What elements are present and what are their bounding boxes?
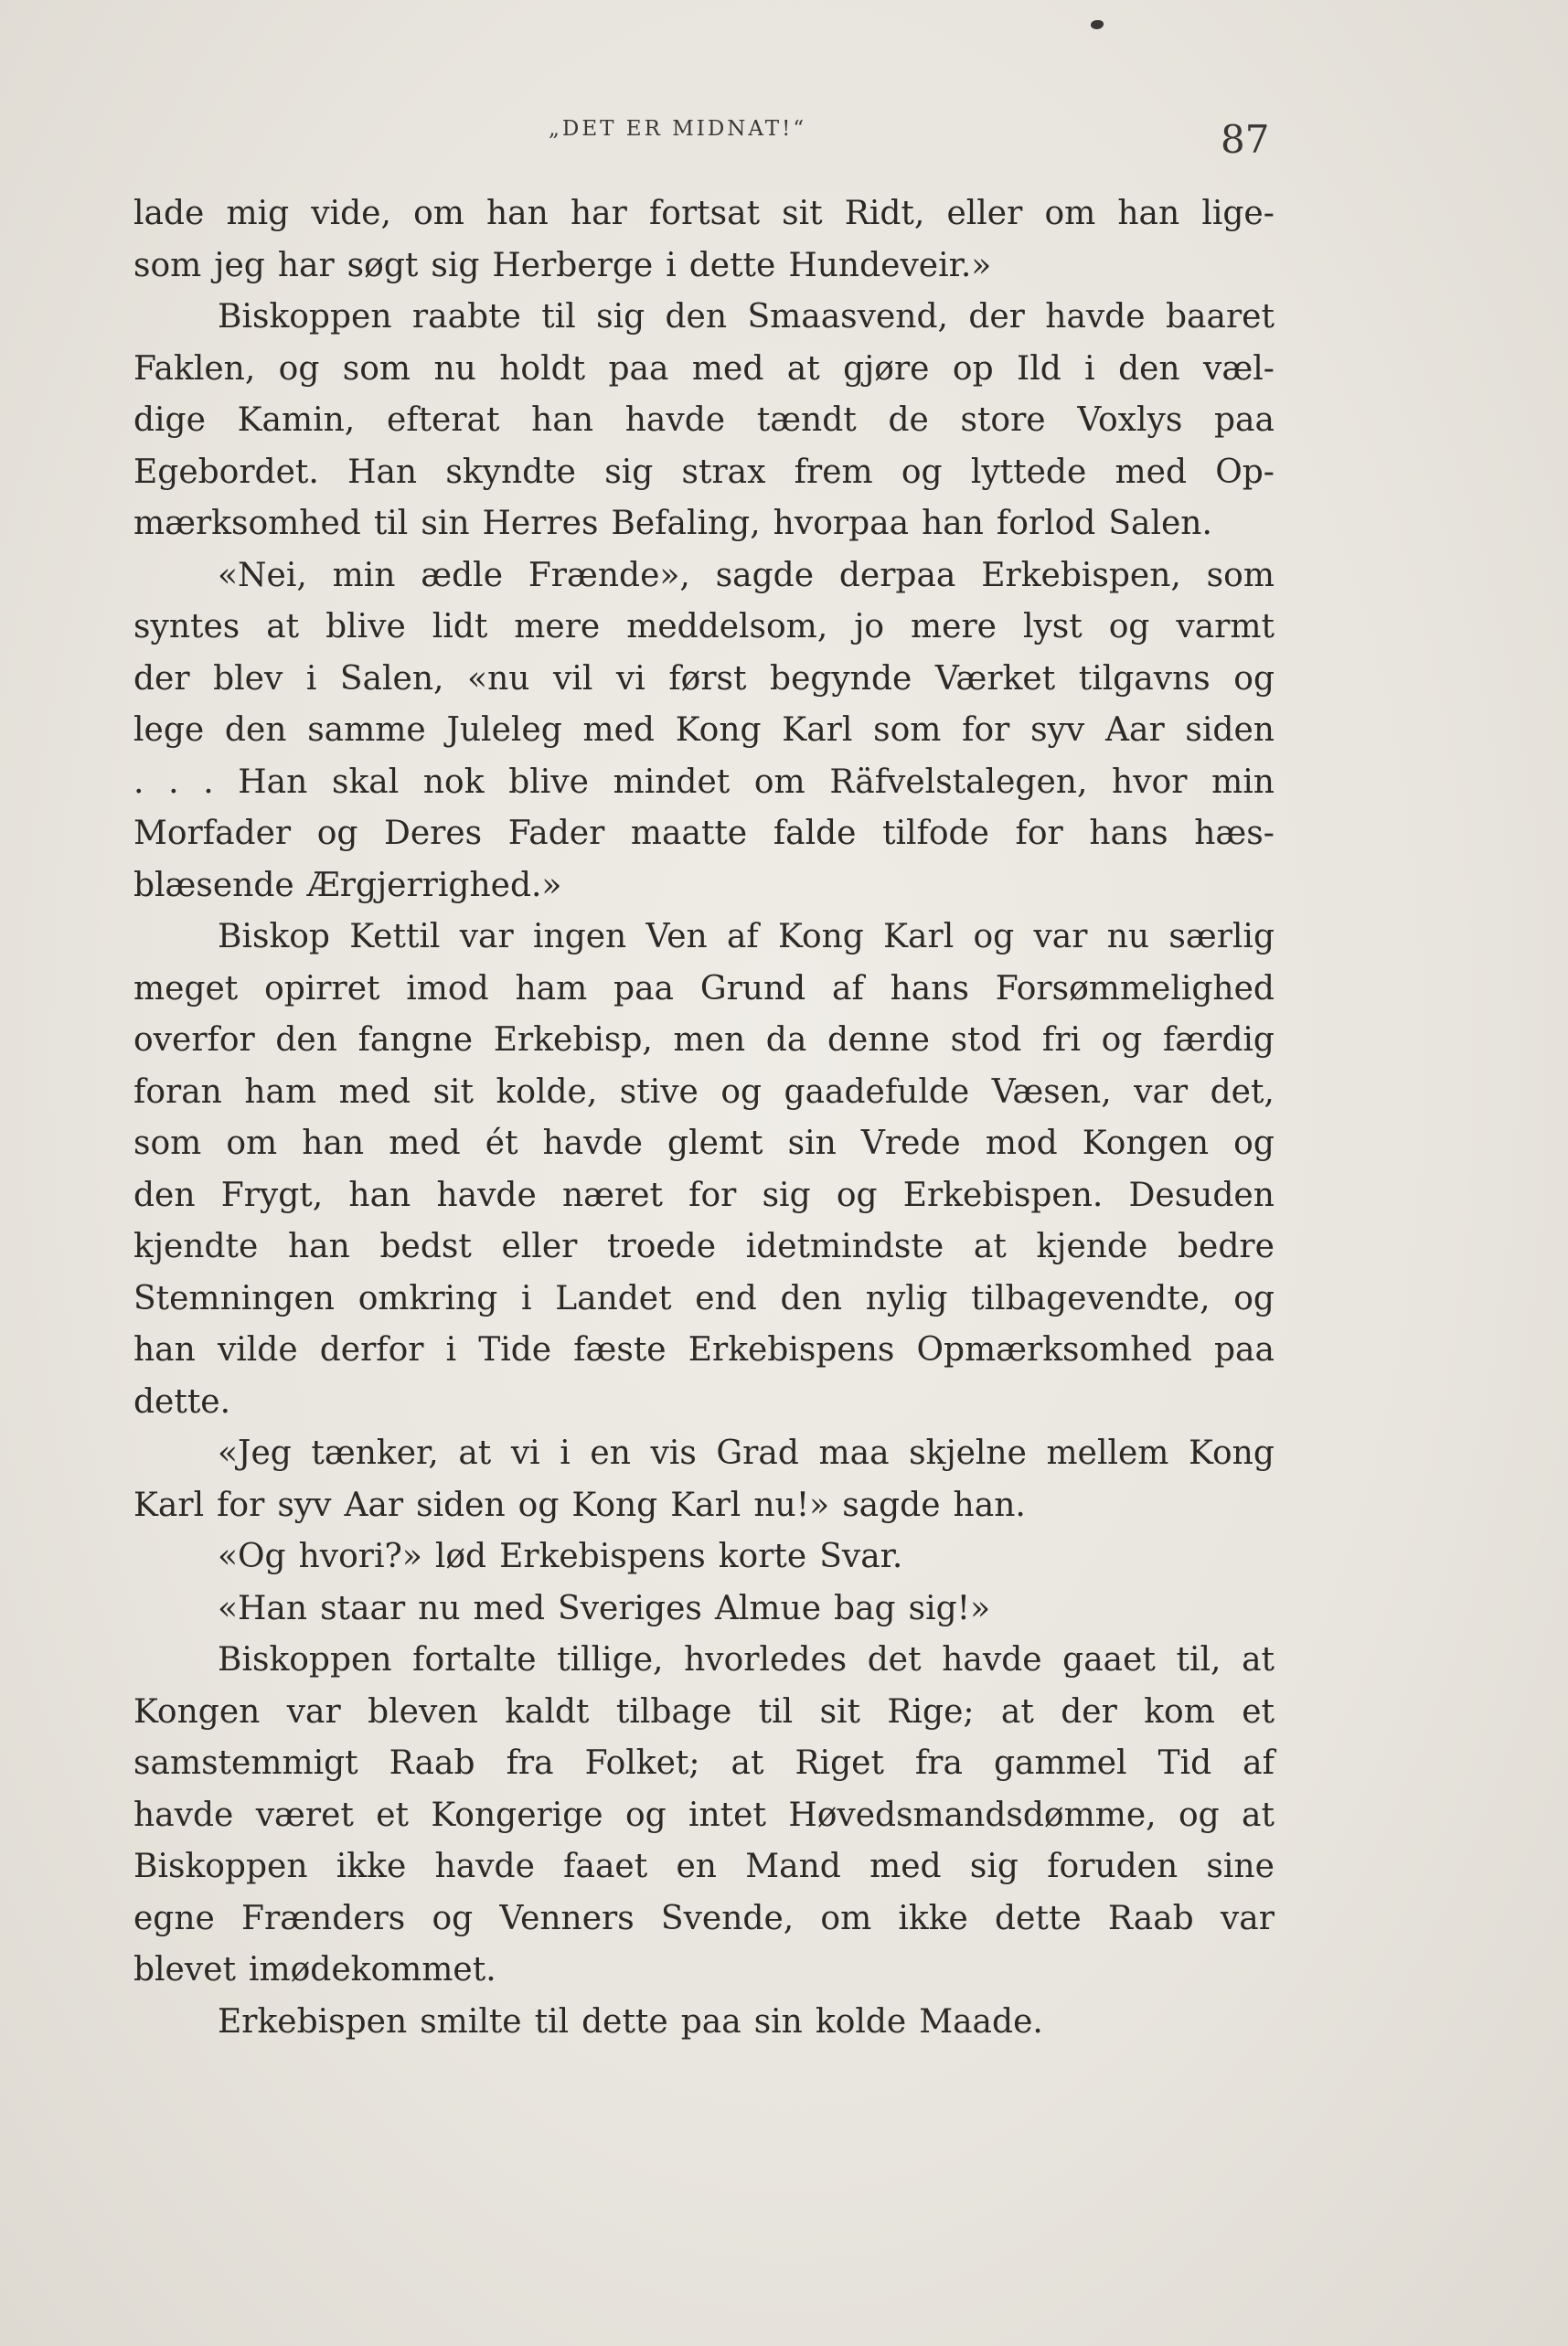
text-line: Biskoppen raabte til sig den Smaasvend, der havde baaret <box>218 298 1275 336</box>
text-line: den Frygt, han havde næret for sig og Erkebispen. Desuden <box>133 1176 1275 1214</box>
text-line: syntes at blive lidt mere meddelsom, jo mere lyst og varmt <box>133 608 1275 645</box>
text-line: havde været et Kongerige og intet Høvedsmandsdømme, og at <box>133 1796 1275 1834</box>
text-line: lege den samme Juleleg med Kong Karl som for syv Aar siden <box>133 711 1275 749</box>
paragraph <box>133 550 1275 912</box>
paragraph <box>133 1531 1275 1584</box>
paragraph <box>133 1428 1275 1531</box>
text-line: der blev i Salen, «nu vil vi først begynde Værket tilgavns og <box>133 659 1275 698</box>
ink-speck <box>1091 20 1104 29</box>
paragraph <box>133 1584 1275 1636</box>
text-line: Biskop Kettil var ingen Ven af Kong Karl og var nu særlig <box>218 918 1275 955</box>
text-line: blevet imødekommet. <box>133 1951 496 1989</box>
running-head: „DET ER MIDNAT!“ <box>549 117 807 141</box>
text-line: Morfader og Deres Fader maatte falde tilfode for hans hæs- <box>133 815 1275 852</box>
text-line: som jeg har søgt sig Herberge i dette Hundeveir.» <box>133 246 992 284</box>
text-line: som om han med ét havde glemt sin Vrede mod Kongen og <box>133 1125 1275 1162</box>
text-line: dige Kamin, efterat han havde tændt de store Voxlys paa <box>133 401 1275 439</box>
paragraph <box>133 1635 1275 1997</box>
paragraph <box>133 188 1275 292</box>
text-line: dette. <box>133 1382 231 1421</box>
text-line: Erkebispen smilte til dette paa sin kolde Maade. <box>218 2002 1043 2041</box>
text-line: «Nei, min ædle Frænde», sagde derpaa Erkebispen, som <box>218 556 1275 594</box>
text-line: samstemmigt Raab fra Folket; at Riget fra gammel Tid af <box>133 1744 1275 1782</box>
page-number: 87 <box>1221 117 1270 162</box>
text-line: Egebordet. Han skyndte sig strax frem og lyttede med Op- <box>133 453 1275 491</box>
text-line: overfor den fangne Erkebisp, men da denne stod fri og færdig <box>133 1021 1275 1059</box>
text-line: «Han staar nu med Sveriges Almue bag sig!» <box>218 1589 991 1627</box>
text-line: han vilde derfor i Tide fæste Erkebispens Opmærksomhed paa <box>133 1331 1275 1369</box>
text-line: lade mig vide, om han har fortsat sit Ridt, eller om han lige- <box>133 195 1275 232</box>
text-line: foran ham med sit kolde, stive og gaadefulde Væsen, var det, <box>133 1072 1275 1111</box>
text-line: Biskoppen ikke havde faaet en Mand med sig foruden sine <box>133 1848 1275 1885</box>
paragraph <box>133 912 1275 1428</box>
text-line: mærksomhed til sin Herres Befaling, hvorpaa han forlod Salen. <box>133 505 1212 542</box>
text-line: Stemningen omkring i Landet end den nylig tilbagevendte, og <box>133 1279 1275 1317</box>
text-line: Biskoppen fortalte tillige, hvorledes det havde gaaet til, at <box>218 1641 1275 1679</box>
text-line: Kongen var bleven kaldt tilbage til sit Rige; at der kom et <box>133 1692 1275 1731</box>
paragraph <box>133 292 1275 550</box>
body-text <box>133 188 1275 2048</box>
text-line: «Jeg tænker, at vi i en vis Grad maa skjelne mellem Kong <box>218 1434 1275 1472</box>
text-line: egne Frænders og Venners Svende, om ikke dette Raab var <box>133 1899 1275 1937</box>
text-line: meget opirret imod ham paa Grund af hans Forsømmelighed <box>133 969 1275 1008</box>
paragraph <box>133 1997 1275 2049</box>
text-line: «Og hvori?» lød Erkebispens korte Svar. <box>218 1538 903 1575</box>
text-line: blæsende Ærgjerrighed.» <box>133 866 562 904</box>
text-line: Faklen, og som nu holdt paa med at gjøre op Ild i den væl- <box>133 349 1275 388</box>
text-line: . . . Han skal nok blive mindet om Räfvelstalegen, hvor min <box>133 762 1275 801</box>
text-line: kjendte han bedst eller troede idetmindste at kjende bedre <box>133 1228 1275 1265</box>
text-line: Karl for syv Aar siden og Kong Karl nu!» sagde han. <box>133 1486 1026 1524</box>
